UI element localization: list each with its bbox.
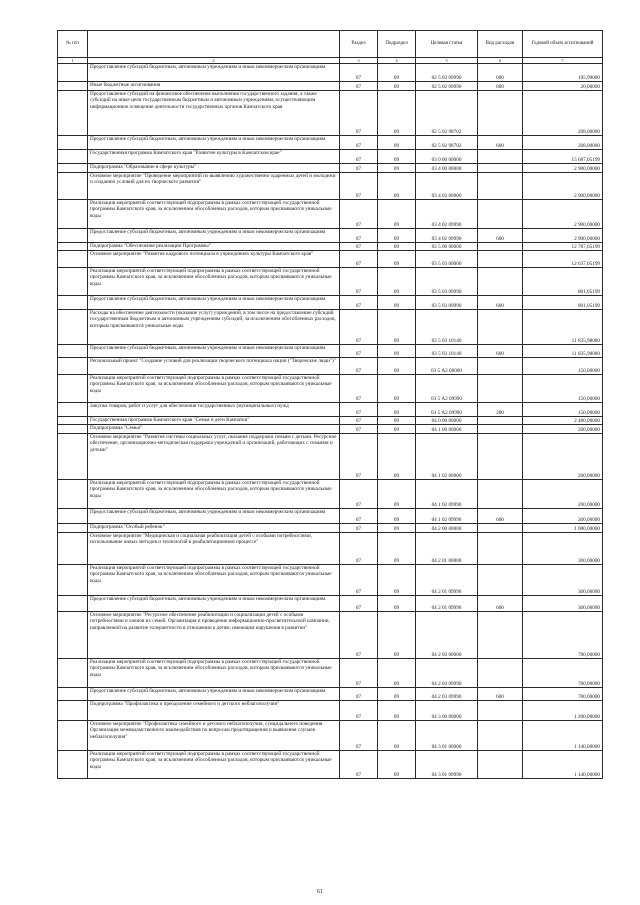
row-target-cell: 03 5 03 10140 [416, 310, 478, 345]
table-body [58, 64, 603, 779]
row-type-cell [478, 150, 523, 164]
column-number: 4 [378, 58, 416, 64]
row-number-cell [58, 164, 88, 173]
row-subsection-cell: 09 [378, 434, 416, 480]
row-subsection-cell: 09 [378, 403, 416, 417]
row-target-cell: 04 1 02 09990 [416, 480, 478, 509]
row-number-cell [58, 358, 88, 375]
row-type-cell: 200 [478, 403, 523, 417]
row-name-cell: Основное мероприятие "Развитие системы социальных услуг, оказание поддержки семьям с детьми. Ресурсное обеспечение, организационно-методическая поддержка учреждений и организаций, работающих с семьями и детьми" [88, 434, 340, 480]
table-row [58, 509, 603, 524]
row-name-cell: Реализация мероприятий соответствующей подпрограммы в рамках соответствующей государственной программы Камчатского края, за исключением обособленных расходов, которым присваиваются уникальные коды [88, 268, 340, 296]
row-type-cell: 600 [478, 509, 523, 524]
row-amount-cell: 2 900,00000 [523, 229, 603, 243]
row-subsection-cell: 09 [378, 296, 416, 310]
row-section-cell: 07 [340, 268, 378, 296]
row-name-cell: Подпрограмма "Семья" [88, 425, 340, 434]
row-target-cell: 04 1 00 00000 [416, 425, 478, 434]
row-amount-cell: 300,00000 [523, 565, 603, 596]
row-target-cell: 04 2 01 00000 [416, 533, 478, 565]
row-subsection-cell: 09 [378, 659, 416, 688]
row-amount-cell: 208,00000 [523, 136, 603, 150]
row-section-cell: 07 [340, 375, 378, 403]
row-type-cell [478, 565, 523, 596]
row-subsection-cell: 09 [378, 596, 416, 612]
row-section-cell: 07 [340, 425, 378, 434]
row-section-cell: 07 [340, 565, 378, 596]
row-type-cell [478, 751, 523, 779]
row-amount-cell: 208,00000 [523, 91, 603, 136]
row-type-cell [478, 480, 523, 509]
table-row [58, 296, 603, 310]
table-row [58, 434, 603, 480]
row-target-cell: 04 0 00 00000 [416, 417, 478, 425]
row-amount-cell: 2 900,00000 [523, 173, 603, 200]
row-name-cell: Предоставление субсидий бюджетным, автономным учреждениям и иным некоммерческим организациям [88, 509, 340, 524]
row-number-cell [58, 268, 88, 296]
row-type-cell [478, 524, 523, 533]
row-amount-cell: 12 787,05199 [523, 243, 603, 251]
row-type-cell [478, 375, 523, 403]
table-row [58, 701, 603, 721]
row-number-cell [58, 612, 88, 659]
row-name-cell: Предоставление субсидий бюджетным, автономным учреждениям и иным некоммерческим организациям [88, 64, 340, 82]
row-number-cell [58, 310, 88, 345]
table-row [58, 150, 603, 164]
table-row [58, 251, 603, 268]
row-name-cell: Расходы на обеспечение деятельности (оказание услуг) учреждений, в том числе на предоставление субсидий государственным бюджетным и автономным учреждениям субсидий, за исключением обособленных расходов, которым присваиваются уникальные коды [88, 310, 340, 345]
row-number-cell [58, 688, 88, 701]
row-type-cell [478, 721, 523, 751]
row-amount-cell: 300,00000 [523, 596, 603, 612]
row-section-cell: 07 [340, 345, 378, 358]
row-number-cell [58, 596, 88, 612]
row-amount-cell: 1 080,00000 [523, 524, 603, 533]
row-section-cell: 07 [340, 200, 378, 229]
row-name-cell: Региональный проект "Создание условий для реализации творческого потенциала нации ("Творческие люди")" [88, 358, 340, 375]
row-section-cell: 07 [340, 91, 378, 136]
row-number-cell [58, 701, 88, 721]
row-name-cell: Реализация мероприятий соответствующей подпрограммы в рамках соответствующей государственной программы Камчатского края, за исключением обособленных расходов, которым присваиваются уникальные коды [88, 480, 340, 509]
row-number-cell [58, 345, 88, 358]
row-section-cell: 07 [340, 229, 378, 243]
row-section-cell: 07 [340, 64, 378, 82]
row-section-cell: 07 [340, 164, 378, 173]
row-number-cell [58, 229, 88, 243]
row-target-cell: 04 2 01 09990 [416, 596, 478, 612]
row-section-cell: 07 [340, 82, 378, 91]
row-type-cell [478, 701, 523, 721]
table-row [58, 403, 603, 417]
row-section-cell: 07 [340, 296, 378, 310]
row-subsection-cell: 09 [378, 150, 416, 164]
table-row [58, 659, 603, 688]
row-target-cell: 04 3 01 09990 [416, 751, 478, 779]
row-target-cell: 03 4 02 09990 [416, 200, 478, 229]
budget-table [57, 30, 603, 779]
row-section-cell: 07 [340, 480, 378, 509]
row-name-cell: Предоставление субсидий бюджетным, автономным учреждениям и иным некоммерческим организациям [88, 136, 340, 150]
column-number: 5 [416, 58, 478, 64]
row-amount-cell: 1 140,00000 [523, 751, 603, 779]
row-amount-cell: 780,00000 [523, 688, 603, 701]
row-target-cell: 04 2 00 00000 [416, 524, 478, 533]
row-target-cell: 03 5 А2 09990 [416, 375, 478, 403]
row-target-cell: 03 0 00 00000 [416, 150, 478, 164]
row-target-cell: 04 3 00 00000 [416, 701, 478, 721]
row-section-cell: 07 [340, 243, 378, 251]
row-type-cell: 600 [478, 596, 523, 612]
row-amount-cell: 2 900,00000 [523, 164, 603, 173]
row-section-cell: 07 [340, 751, 378, 779]
table-row [58, 82, 603, 91]
row-amount-cell: 801,05199 [523, 268, 603, 296]
row-amount-cell: 2 480,00000 [523, 417, 603, 425]
table-row [58, 268, 603, 296]
row-name-cell: Иные бюджетные ассигнования [88, 82, 340, 91]
row-section-cell: 07 [340, 310, 378, 345]
row-target-cell: 03 5 03 10140 [416, 345, 478, 358]
table-row [58, 229, 603, 243]
row-number-cell [58, 509, 88, 524]
row-target-cell: 04 2 01 09990 [416, 565, 478, 596]
row-type-cell [478, 173, 523, 200]
row-target-cell: 03 5 03 00000 [416, 251, 478, 268]
table-row [58, 417, 603, 425]
table-row [58, 64, 603, 82]
row-subsection-cell: 09 [378, 251, 416, 268]
row-target-cell: 04 2 03 09990 [416, 688, 478, 701]
row-amount-cell: 11 835,98000 [523, 310, 603, 345]
row-type-cell: 600 [478, 64, 523, 82]
row-subsection-cell: 09 [378, 612, 416, 659]
row-subsection-cell: 09 [378, 509, 416, 524]
header-expense-type: Вид расходов [478, 31, 523, 58]
row-subsection-cell: 09 [378, 229, 416, 243]
row-type-cell [478, 533, 523, 565]
row-name-cell: Реализация мероприятий соответствующей подпрограммы в рамках соответствующей государственной программы Камчатского края, за исключением обособленных расходов, которым присваиваются уникальные коды [88, 200, 340, 229]
row-target-cell: 03 4 00 00000 [416, 164, 478, 173]
row-number-cell [58, 425, 88, 434]
row-type-cell: 600 [478, 296, 523, 310]
row-type-cell [478, 417, 523, 425]
column-number: 3 [340, 58, 378, 64]
row-type-cell [478, 425, 523, 434]
row-subsection-cell: 09 [378, 375, 416, 403]
row-number-cell [58, 296, 88, 310]
table-header-row [58, 31, 603, 58]
row-number-cell [58, 524, 88, 533]
row-subsection-cell: 09 [378, 64, 416, 82]
row-target-cell: 02 5 02 09990 [416, 82, 478, 91]
row-amount-cell: 801,05199 [523, 296, 603, 310]
row-amount-cell: 150,00000 [523, 375, 603, 403]
table-row [58, 91, 603, 136]
row-subsection-cell: 09 [378, 480, 416, 509]
row-name-cell: Предоставление субсидий на финансовое обеспечение выполнения государственного задания, а также субсидий на иные цели государственным бюджетным и автономным учреждениям, осуществляющим информационное освещение деятельности государственных органов Камчатского края [88, 91, 340, 136]
row-number-cell [58, 173, 88, 200]
column-number: 6 [478, 58, 523, 64]
row-number-cell [58, 417, 88, 425]
row-subsection-cell: 09 [378, 701, 416, 721]
row-type-cell [478, 268, 523, 296]
row-target-cell: 03 4 02 00000 [416, 173, 478, 200]
row-number-cell [58, 136, 88, 150]
row-number-cell [58, 565, 88, 596]
row-number-cell [58, 64, 88, 82]
row-target-cell: 03 5 03 09990 [416, 268, 478, 296]
row-section-cell: 07 [340, 701, 378, 721]
table-row [58, 164, 603, 173]
row-number-cell [58, 659, 88, 688]
row-subsection-cell: 09 [378, 173, 416, 200]
row-section-cell: 07 [340, 403, 378, 417]
row-type-cell [478, 310, 523, 345]
row-name-cell: Основное мероприятие "Проведение мероприятий по выявлению художественно одаренных детей и молодежи и созданию условий для их творческого развития" [88, 173, 340, 200]
row-number-cell [58, 251, 88, 268]
row-type-cell [478, 358, 523, 375]
row-subsection-cell: 09 [378, 164, 416, 173]
row-subsection-cell: 09 [378, 721, 416, 751]
table-row [58, 136, 603, 150]
column-number: 2 [88, 58, 340, 64]
header-amount: Годовой объем ассигнований [523, 31, 603, 58]
row-target-cell: 03 5 А2 00000 [416, 358, 478, 375]
row-number-cell [58, 480, 88, 509]
header-target: Целевая статья [416, 31, 478, 58]
row-type-cell [478, 243, 523, 251]
row-section-cell: 07 [340, 524, 378, 533]
table-row [58, 243, 603, 251]
row-type-cell [478, 251, 523, 268]
row-subsection-cell: 09 [378, 82, 416, 91]
row-subsection-cell: 09 [378, 243, 416, 251]
row-name-cell: Подпрограмма "Образование в сфере культуры" [88, 164, 340, 173]
row-target-cell: 03 5 А2 09990 [416, 403, 478, 417]
row-amount-cell: 200,00000 [523, 480, 603, 509]
row-name-cell: Подпрограмма "Обеспечение реализации Программы" [88, 243, 340, 251]
row-name-cell: Предоставление субсидий бюджетным, автономным учреждениям и иным некоммерческим организациям [88, 229, 340, 243]
row-target-cell: 04 2 03 09990 [416, 659, 478, 688]
row-type-cell [478, 91, 523, 136]
row-target-cell: 04 1 02 09990 [416, 509, 478, 524]
table-row [58, 721, 603, 751]
row-type-cell [478, 612, 523, 659]
row-target-cell: 04 2 03 00000 [416, 612, 478, 659]
row-number-cell [58, 91, 88, 136]
row-amount-cell: 150,00000 [523, 403, 603, 417]
table-row [58, 310, 603, 345]
row-section-cell: 07 [340, 688, 378, 701]
row-target-cell: 04 1 02 00000 [416, 434, 478, 480]
row-name-cell: Основное мероприятие "Ресурсное обеспечение реабилитации и социализации детей с особыми потребностями и членов их семей. Организация и проведение информационно-просветительской кампании, направленной на развитие толерантности в отношении к детям, имеющим нарушения в развитии" [88, 612, 340, 659]
row-type-cell: 800 [478, 82, 523, 91]
header-subsection: Подраздел [378, 31, 416, 58]
row-subsection-cell: 09 [378, 136, 416, 150]
row-section-cell: 07 [340, 358, 378, 375]
row-section-cell: 07 [340, 417, 378, 425]
header-name [88, 31, 340, 58]
table-row [58, 358, 603, 375]
table-row [58, 524, 603, 533]
row-name-cell: Реализация мероприятий соответствующей подпрограммы в рамках соответствующей государственной программы Камчатского края, за исключением обособленных расходов, которым присваиваются уникальные коды [88, 565, 340, 596]
row-name-cell: Предоставление субсидий бюджетным, автономным учреждениям и иным некоммерческим организациям [88, 688, 340, 701]
row-target-cell: 03 5 00 00000 [416, 243, 478, 251]
row-number-cell [58, 721, 88, 751]
row-target-cell: 04 3 01 00000 [416, 721, 478, 751]
row-subsection-cell: 09 [378, 533, 416, 565]
row-amount-cell: 12 637,05199 [523, 251, 603, 268]
row-number-cell [58, 533, 88, 565]
row-amount-cell: 1 140,00000 [523, 721, 603, 751]
row-name-cell: Закупка товаров, работ и услуг для обеспечения государственных (муниципальных) нужд [88, 403, 340, 417]
row-amount-cell: 11 835,98000 [523, 345, 603, 358]
row-name-cell: Основное мероприятие "Профилактика семейного и детского неблагополучия, суицидального поведения. Организация межведомственного взаимодействия по вопросам предотвращения и выявления случаев неблагополучия" [88, 721, 340, 751]
column-number: 1 [58, 58, 88, 64]
row-amount-cell: 20,00000 [523, 82, 603, 91]
row-section-cell: 07 [340, 596, 378, 612]
table-row [58, 612, 603, 659]
row-subsection-cell: 09 [378, 91, 416, 136]
row-name-cell: Реализация мероприятий соответствующей подпрограммы в рамках соответствующей государственной программы Камчатского края, за исключением обособленных расходов, которым присваиваются уникальные коды [88, 375, 340, 403]
row-name-cell: Основное мероприятие "Развитие кадрового потенциала в учреждениях культуры Камчатского края" [88, 251, 340, 268]
row-number-cell [58, 375, 88, 403]
table-row [58, 565, 603, 596]
row-section-cell: 07 [340, 721, 378, 751]
row-target-cell: 03 4 02 09990 [416, 229, 478, 243]
row-name-cell: Предоставление субсидий бюджетным, автономным учреждениям и иным некоммерческим организациям [88, 596, 340, 612]
row-section-cell: 07 [340, 173, 378, 200]
row-amount-cell: 15 687,05199 [523, 150, 603, 164]
row-subsection-cell: 09 [378, 345, 416, 358]
row-subsection-cell: 09 [378, 417, 416, 425]
table-row [58, 425, 603, 434]
row-name-cell: Предоставление субсидий бюджетным, автономным учреждениям и иным некоммерческим организациям [88, 345, 340, 358]
row-target-cell: 02 5 02 09990 [416, 64, 478, 82]
row-name-cell: Государственная программа Камчатского края "Развитие культуры в Камчатском крае" [88, 150, 340, 164]
row-name-cell: Подпрограмма "Профилактика и преодоление семейного и детского неблагополучия" [88, 701, 340, 721]
row-type-cell [478, 659, 523, 688]
row-section-cell: 07 [340, 659, 378, 688]
row-amount-cell: 200,00000 [523, 425, 603, 434]
row-type-cell: 600 [478, 229, 523, 243]
row-subsection-cell: 09 [378, 358, 416, 375]
row-section-cell: 07 [340, 509, 378, 524]
row-number-cell [58, 243, 88, 251]
row-subsection-cell: 09 [378, 524, 416, 533]
row-name-cell: Подпрограмма "Особый ребенок" [88, 524, 340, 533]
row-amount-cell: 200,00000 [523, 509, 603, 524]
row-amount-cell: 2 900,00000 [523, 200, 603, 229]
row-amount-cell: 195,99000 [523, 64, 603, 82]
row-section-cell: 07 [340, 136, 378, 150]
row-name-cell: Государственная программа Камчатского края "Семья и дети Камчатки" [88, 417, 340, 425]
row-number-cell [58, 150, 88, 164]
row-type-cell: 600 [478, 136, 523, 150]
row-type-cell: 600 [478, 688, 523, 701]
row-number-cell [58, 200, 88, 229]
row-target-cell: 02 5 02 98702 [416, 91, 478, 136]
row-number-cell [58, 403, 88, 417]
table-row [58, 533, 603, 565]
row-amount-cell: 1 200,00000 [523, 701, 603, 721]
table-row [58, 345, 603, 358]
row-target-cell: 03 5 03 09990 [416, 296, 478, 310]
row-amount-cell: 150,00000 [523, 358, 603, 375]
page-number: 61 [317, 889, 323, 895]
row-name-cell: Основное мероприятие "Медицинская и социальная реабилитация детей с особыми потребностями, использование новых методов и технологий в реабилитационном процессе" [88, 533, 340, 565]
row-subsection-cell: 09 [378, 565, 416, 596]
table-row [58, 751, 603, 779]
table-row [58, 200, 603, 229]
row-target-cell: 02 5 02 98702 [416, 136, 478, 150]
row-subsection-cell: 09 [378, 425, 416, 434]
row-subsection-cell: 09 [378, 751, 416, 779]
row-name-cell: Предоставление субсидий бюджетным, автономным учреждениям и иным некоммерческим организациям [88, 296, 340, 310]
budget-sheet [57, 30, 602, 779]
row-subsection-cell: 09 [378, 200, 416, 229]
header-num: № п/п [58, 31, 88, 58]
header-section: Раздел [340, 31, 378, 58]
row-amount-cell: 780,00000 [523, 659, 603, 688]
table-row [58, 688, 603, 701]
row-subsection-cell: 09 [378, 268, 416, 296]
row-amount-cell: 200,00000 [523, 434, 603, 480]
row-amount-cell: 780,00000 [523, 612, 603, 659]
row-type-cell: 600 [478, 345, 523, 358]
table-row [58, 173, 603, 200]
row-type-cell [478, 434, 523, 480]
row-type-cell [478, 200, 523, 229]
table-row [58, 480, 603, 509]
row-name-cell: Реализация мероприятий соответствующей подпрограммы в рамках соответствующей государственной программы Камчатского края, за исключением обособленных расходов, которым присваиваются уникальные коды [88, 659, 340, 688]
row-section-cell: 07 [340, 434, 378, 480]
column-number: 7 [523, 58, 603, 64]
row-type-cell [478, 164, 523, 173]
table-row [58, 596, 603, 612]
row-number-cell [58, 751, 88, 779]
row-section-cell: 07 [340, 251, 378, 268]
row-name-cell: Реализация мероприятий соответствующей подпрограммы в рамках соответствующей государственной программы Камчатского края, за исключением обособленных расходов, которым присваиваются уникальные коды [88, 751, 340, 779]
row-number-cell [58, 434, 88, 480]
row-subsection-cell: 09 [378, 310, 416, 345]
row-section-cell: 07 [340, 533, 378, 565]
row-subsection-cell: 09 [378, 688, 416, 701]
row-section-cell: 07 [340, 612, 378, 659]
row-amount-cell: 300,00000 [523, 533, 603, 565]
row-number-cell [58, 82, 88, 91]
table-row [58, 375, 603, 403]
row-section-cell: 07 [340, 150, 378, 164]
